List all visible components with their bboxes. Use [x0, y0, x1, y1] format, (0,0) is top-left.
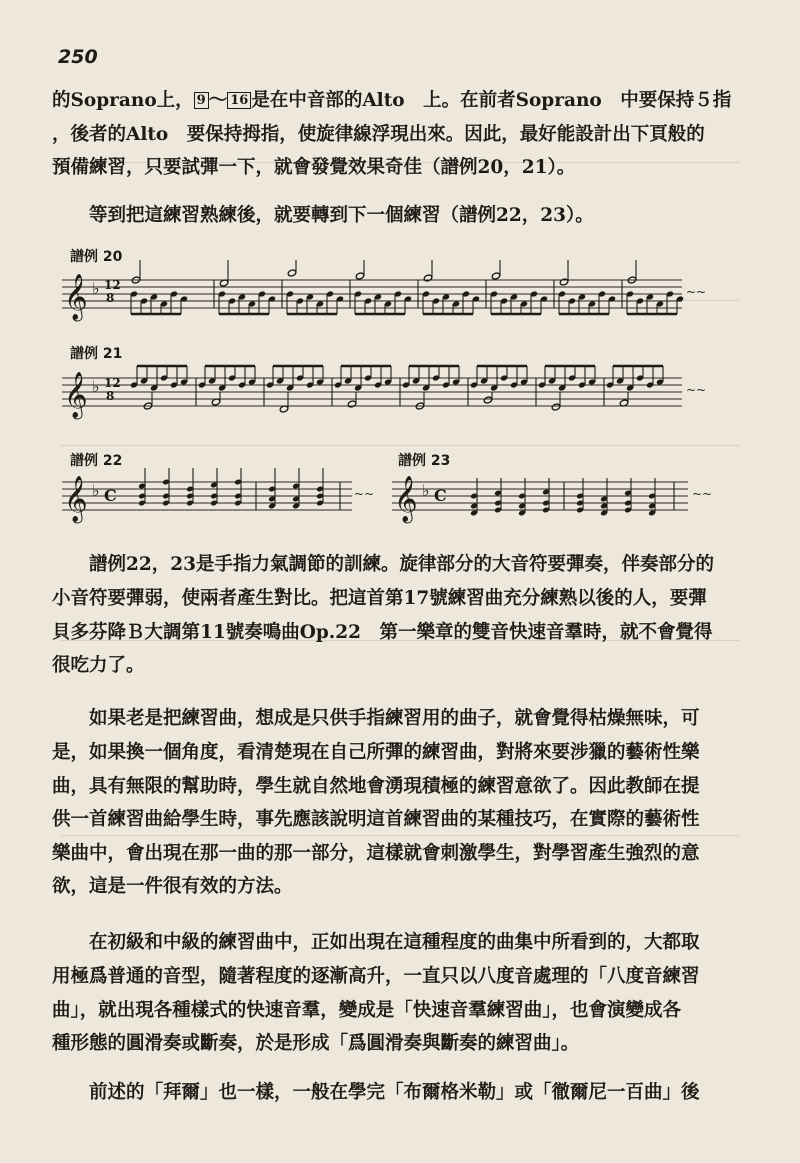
half-note-head	[551, 403, 560, 411]
example-23-staff	[392, 466, 712, 536]
time-signature: 12	[104, 278, 121, 292]
text-line: 貝多芬降Ｂ大調第11號奏鳴曲Op.22 第一樂章的雙音快速音羣時，就不會覺得	[52, 621, 713, 643]
text-line: 很吃力了。	[52, 655, 145, 676]
text-line: 的Soprano上， 9 ～ 16 是在中音部的Alto 上。在前者Soprano 中要保持５指	[52, 90, 732, 111]
half-note-head	[355, 272, 364, 280]
example-22-staff	[62, 466, 375, 536]
paragraph-1	[52, 84, 744, 185]
example-21-label: 譜例 21	[70, 346, 123, 362]
treble-clef-icon: 𝄞	[64, 274, 88, 320]
treble-clef-icon: 𝄞	[394, 476, 418, 522]
continuation-mark: ~~	[686, 285, 707, 299]
flat-key-signature: ♭	[92, 279, 100, 298]
measure-box: 16	[227, 92, 251, 109]
text-line: 前述的「拜爾」也一樣，一般在學完「布爾格米勒」或「徹爾尼一百曲」後	[89, 1082, 700, 1103]
text-line: 欲，這是一件很有效的方法。	[52, 876, 293, 897]
example-23-label: 譜例 23	[398, 453, 451, 469]
time-signature: C	[104, 486, 117, 505]
svg-text:8: 8	[106, 389, 115, 403]
half-note-head	[347, 400, 356, 408]
continuation-mark: ~~	[686, 383, 707, 397]
example-20-staff	[62, 264, 707, 334]
text-line: 用極爲普通的音型，隨著程度的逐漸高升，一直只以八度音處理的「八度音練習	[52, 966, 700, 987]
continuation-mark: ~~	[692, 487, 713, 501]
text-line: 供一首練習曲給學生時，事先應該說明這首練習曲的某種技巧，在實際的藝術性	[52, 809, 700, 830]
text-line: 如果老是把練習曲，想成是只供手指練習用的曲子，就會覺得枯燥無味，可	[89, 708, 700, 729]
flat-key-signature: ♭	[92, 377, 100, 396]
time-signature: C	[434, 486, 447, 505]
paragraph-6	[52, 1076, 744, 1110]
text-line: 預備練習，只要試彈一下，就會發覺效果奇佳（譜例20，21）。	[52, 157, 576, 178]
flat-key-signature: ♭	[92, 481, 100, 500]
continuation-mark: ~~	[354, 487, 375, 501]
text-line: 曲，具有無限的幫助時，學生就自然地會湧現積極的練習意欲了。因此教師在提	[52, 775, 700, 797]
flat-key-signature: ♭	[422, 481, 430, 500]
half-note-head	[483, 396, 492, 404]
example-22-label: 譜例 22	[70, 453, 123, 469]
paragraph-4-cont	[52, 736, 744, 904]
text-line: 等到把這練習熟練後，就要轉到下一個練習（譜例22，23）。	[89, 205, 594, 226]
example-21-staff	[62, 362, 707, 432]
paragraph-3-cont	[52, 582, 744, 683]
paragraph-2	[52, 199, 744, 233]
text-line: 譜例22，23是手指力氣調節的訓練。旋律部分的大音符要彈奏，伴奏部分的	[89, 554, 714, 575]
paragraph-5-cont	[52, 960, 744, 1061]
page-number: 250	[58, 46, 98, 68]
text-line: 種形態的圓滑奏或斷奏，於是形成「爲圓滑奏與斷奏的練習曲」。	[52, 1033, 580, 1054]
half-note-head	[491, 272, 500, 280]
text-line: 在初級和中級的練習曲中，正如出現在這種程度的曲集中所看到的，大都取	[89, 932, 700, 953]
example-20-label: 譜例 20	[70, 249, 123, 265]
text-line: 是，如果換一個角度，看清楚現在自己所彈的練習曲，對將來要涉獵的藝術性樂	[52, 742, 700, 763]
measure-box: 9	[194, 92, 209, 109]
treble-clef-icon: 𝄞	[64, 372, 88, 418]
treble-clef-icon: 𝄞	[64, 476, 88, 522]
text-line: 樂曲中，會出現在那一曲的那一部分，這樣就會刺激學生，對學習產生強烈的意	[52, 842, 700, 864]
text-line: ，後者的Alto 要保持拇指，使旋律線浮現出來。因此，最好能設計出下頁般的	[52, 123, 705, 145]
svg-text:8: 8	[106, 291, 115, 305]
half-note-head	[287, 269, 296, 277]
text-line: 小音符要彈弱，使兩者產生對比。把這首第17號練習曲充分練熟以後的人，要彈	[52, 588, 707, 609]
notes	[470, 478, 674, 516]
half-note-head	[423, 274, 432, 282]
time-signature: 12	[104, 376, 121, 390]
paragraph-5	[52, 926, 744, 960]
text-line: 曲」，就出現各種樣式的快速音羣，變成是「快速音羣練習曲」，也會演變成各	[52, 999, 682, 1021]
paragraph-3	[52, 548, 744, 582]
paragraph-4	[52, 702, 744, 736]
half-note-head	[559, 278, 568, 286]
